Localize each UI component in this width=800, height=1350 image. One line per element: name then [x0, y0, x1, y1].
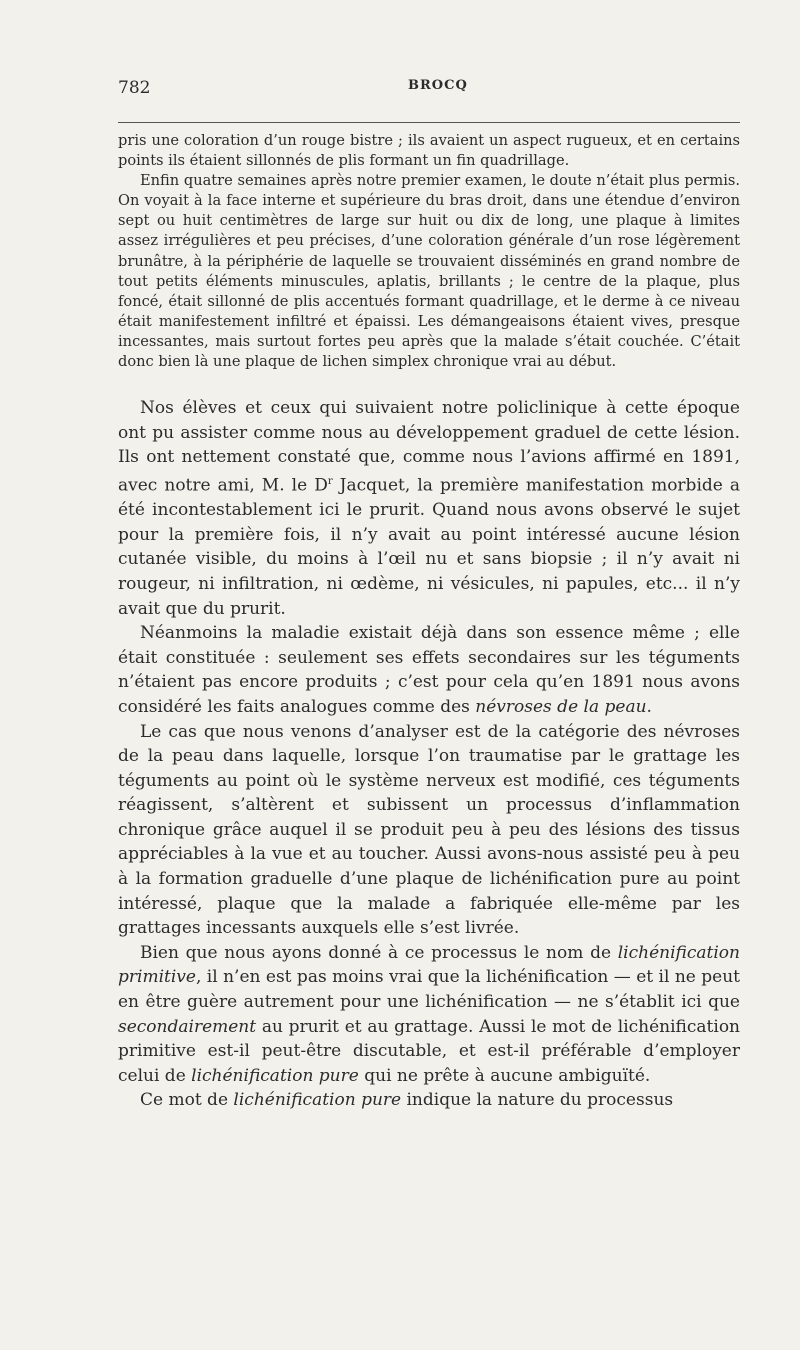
p1-text-a: Nos élèves et ceux qui suivaient notre policlinique à cette époque ont pu assister comme nous au développement graduel de cette lésion. Ils ont nettement constaté que, comme nous l’avions affirmé en 1891, avec notre ami, M. le D: [118, 398, 740, 496]
header-rule: [118, 122, 740, 123]
paragraph-3: Le cas que nous venons d’analyser est de la catégorie des névroses de la peau dans laquelle, lorsque l’on traumatise par le grattage les téguments au point où le système nerveux est modifié, ces téguments réagissent, s’altèrent et subissent un processus d’inflammation chronique grâce auquel il se produit peu à peu des lésions des tissus appréciables à la vue et au toucher. Aussi avons-nous assisté peu à peu à la formation graduelle d’une plaque de lichénification pure au point intéressé, plaque que la malade a fabriquée elle-même par les grattages incessants auxquels elle s’est livrée.: [118, 721, 740, 939]
paragraph-5: [118, 1088, 740, 1113]
main-text-section: [118, 396, 740, 1113]
p5-text-a: Ce mot de: [140, 1090, 234, 1111]
p4-italic-3: lichénification pure: [191, 1065, 359, 1086]
paragraph-1: [118, 396, 740, 621]
p2-text-a: Néanmoins la maladie existait déjà dans son essence même ; elle était constituée : seulement ses effets secondaires sur les téguments n’étaient pas encore produits ; c’est pour cela qu’en 1891 nous avons considéré les faits analogues comme des: [118, 623, 740, 717]
small-paragraph-2: Enfin quatre semaines après notre premier examen, le doute n’était plus permis. On voyait à la face interne et supérieure du bras droit, dans une étendue d’environ sept ou huit centimètres de large sur huit ou dix de long, une plaque à limites assez irrégulières et peu précises, d’une coloration générale d’un rose légèrement brunâtre, à la périphérie de laquelle se trouvaient disséminés en grand nombre de tout petits éléments minuscules, aplatis, brillants ; le centre de la plaque, plus foncé, était sillonné de plis accentués formant quadrillage, et le derme à ce niveau était manifestement infiltré et épaissi. Les démangeaisons étaient vives, presque incessantes, mais surtout fortes peu après que la malade s’était couchée. C’était donc bien là une plaque de lichen simplex chronique vrai au début.: [118, 172, 740, 371]
small-paragraph-1: pris une coloration d’un rouge bistre ; ils avaient un aspect rugueux, et en certains points ils étaient sillonnés de plis formant un fin quadrillage.: [118, 132, 740, 170]
paragraph-2: [118, 621, 740, 719]
page-header: [118, 78, 740, 108]
book-page: [118, 78, 740, 1113]
paragraph-4: [118, 941, 740, 1089]
small-print-section: [118, 131, 740, 372]
page-number: 782: [118, 78, 151, 98]
p2-italic: névroses de la peau: [475, 696, 647, 717]
p5-italic: lichénification pure: [233, 1090, 402, 1111]
section-gap: [118, 372, 740, 396]
p5-text-b: indique la nature du processus: [401, 1090, 674, 1111]
running-title: BROCQ: [408, 78, 468, 93]
p1-text-b: Jacquet, la première manifestation morbide a été incontestablement ici le prurit. Quand nous avons observé le sujet pour la première fois, il n’y avait au point intéressé aucune lésion cutanée visible, du moins à l’œil nu et sans biopsie ; il n’y avait ni rougeur, ni infiltration, ni œdème, ni vésicules, ni papules, etc... il n’y avait que du prurit.: [118, 475, 741, 619]
p4-text-c: au prurit et au grattage. Aussi le mot de lichénification primitive est-il peut-être discutable, et est-il préférable d’employer celui de: [118, 1016, 740, 1086]
p4-text-b: , il n’en est pas moins vrai que la lichénification — et il ne peut en être guère autrement pour une lichénification — ne s’établit ici que: [118, 967, 740, 1013]
p2-text-b: .: [646, 696, 652, 717]
p4-text-d: qui ne prête à aucune ambiguïté.: [358, 1065, 651, 1086]
p1-superscript: r: [327, 475, 333, 487]
p4-text-a: Bien que nous ayons donné à ce processus le nom de: [140, 942, 618, 963]
p4-italic-1: lichénification primitive: [118, 942, 740, 988]
p4-italic-2: secondairement: [118, 1016, 257, 1037]
